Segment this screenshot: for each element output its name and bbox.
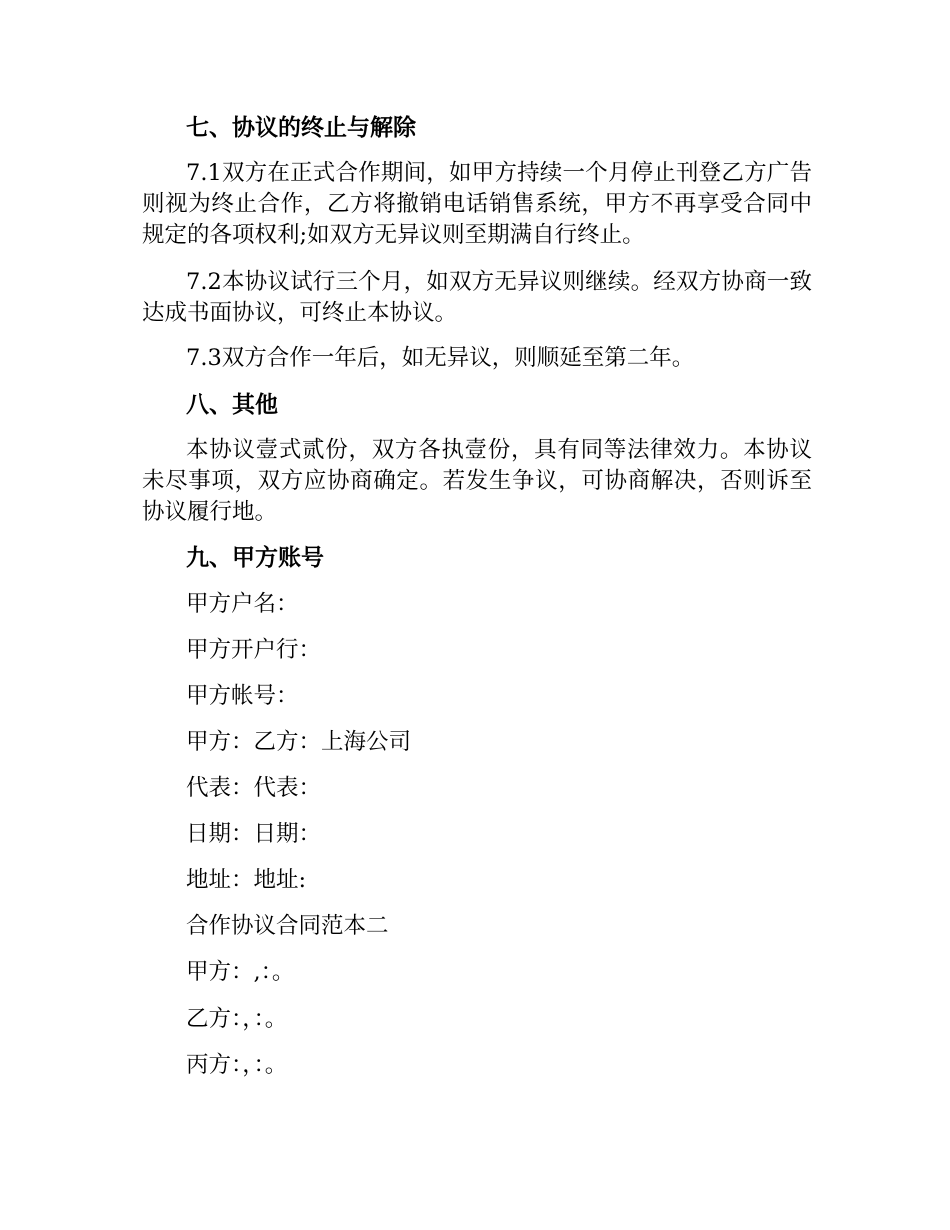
section-8-paragraph: 本协议壹式贰份，双方各执壹份，具有同等法律效力。本协议未尽事项，双方应协商确定。若发生争议，可协商解决，否则诉至协议履行地。 <box>142 437 812 525</box>
section-8-heading: 八、其他 <box>186 392 278 418</box>
party-b-line: 乙方：，：。 <box>186 1006 288 1032</box>
section-7-2-paragraph: 7.2本协议试行三个月，如双方无异议则继续。经双方协商一致达成书面协议，可终止本协议。 <box>142 269 812 326</box>
section-7-3-paragraph: 7.3双方合作一年后，如无异议，则顺延至第二年。 <box>186 345 695 371</box>
account-name-line: 甲方户名： <box>186 591 299 617</box>
section-9-heading: 九、甲方账号 <box>186 545 324 571</box>
section-7-heading: 七、协议的终止与解除 <box>186 115 416 141</box>
signature-dates-line: 日期：日期： <box>186 821 322 847</box>
section-7-1-paragraph: 7.1双方在正式合作期间，如甲方持续一个月停止刊登乙方广告则视为终止合作，乙方将撤销电话销售系统，甲方不再享受合同中规定的各项权利;如双方无异议则至期满自行终止。 <box>142 160 812 248</box>
party-c-line: 丙方：，：。 <box>186 1052 288 1078</box>
bank-line: 甲方开户行： <box>186 637 322 663</box>
signature-addresses-line: 地址：地址: <box>186 867 307 893</box>
template-2-title: 合作协议合同范本二 <box>186 913 389 939</box>
account-number-line: 甲方帐号： <box>186 683 299 709</box>
signature-representatives-line: 代表：代表： <box>186 775 322 801</box>
party-a-line: 甲方：,：。 <box>186 959 295 985</box>
signature-parties-line: 甲方：乙方：上海公司 <box>186 729 412 755</box>
